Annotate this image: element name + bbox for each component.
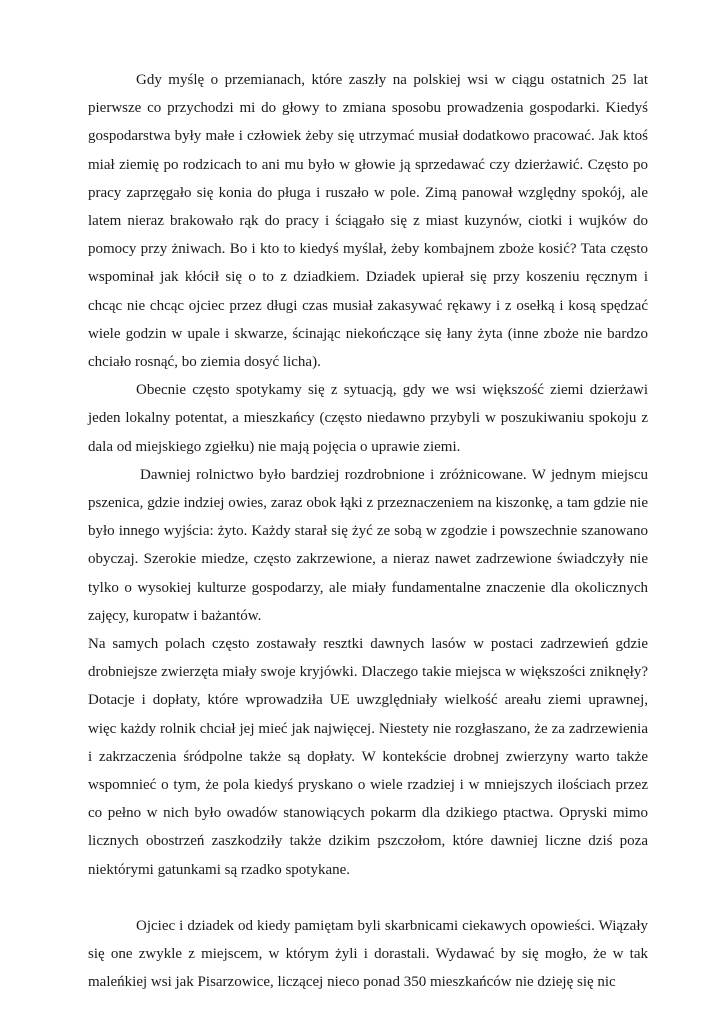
paragraph-3: Dawniej rolnictwo było bardziej rozdrobnione i zróżnicowane. W jednym miejscu pszenica, gdzie indziej owies, zaraz obok łąki z przeznaczeniem na kiszonkę, a tam gdzie nie było innego wyjścia: żyto. Każdy starał się żyć ze sobą w zgodzie i powszechnie szanowano obyczaj. Szerokie miedze, często zakrzewione, a nieraz nawet zadrzewione świadczyły nie tylko o wysokiej kulturze gospodarzy, ale miały fundamentalne znaczenie dla okolicznych zajęcy, kuropatw i bażantów. [88,466,648,624]
paragraph-4: Na samych polach często zostawały resztki dawnych lasów w postaci zadrzewień gdzie drobniejsze zwierzęta miały swoje kryjówki. Dlaczego takie miejsca w większości zniknęły? Dotacje i dopłaty, które wprowadziła UE uwzględniały wielkość areału ziemi uprawnej, więc każdy rolnik chciał jej mieć jak najwięcej. Niestety nie rozgłaszano, że za zadrzewienia i zakrzaczenia śródpolne także są dopłaty. W kontekście drobnej zwierzyny warto także wspomnieć o tym, że pola kiedyś pryskano o wiele rzadziej i w mniejszych ilościach przez co pełno w nich było owadów stanowiących pokarm dla dzikiego ptactwa. Opryski mimo licznych obostrzeń zaszkodziły także dzikim pszczołom, które dawniej liczne dziś poza niektórymi gatunkami są rzadko spotykane. [88,636,648,878]
paragraph-2: Obecnie często spotykamy się z sytuacją, gdy we wsi większość ziemi dzierżawi jeden lokalny potentat, a mieszkańcy (często niedawno przybyli w poszukiwaniu spokoju z dala od miejskiego zgiełku) nie mają pojęcia o uprawie ziemi. [88,382,648,455]
paragraph-5: Ojciec i dziadek od kiedy pamiętam byli skarbnicami ciekawych opowieści. Wiązały się one zwykle z miejscem, w którym żyli i dorastali. Wydawać by się mogło, że w tak maleńkiej wsi jak Pisarzowice, liczącej nieco ponad 350 mieszkańców nie dzieję się nic [88,917,648,991]
document-page [88,66,648,997]
paragraph-1: Gdy myślę o przemianach, które zaszły na polskiej wsi w ciągu ostatnich 25 lat pierwsze co przychodzi mi do głowy to zmiana sposobu prowadzenia gospodarki. Kiedyś gospodarstwa były małe i człowiek żeby się utrzymać musiał dodatkowo pracować. Jak ktoś miał ziemię po rodzicach to ani mu było w głowie ją sprzedawać czy dzierżawić. Często po pracy zaprzęgało się konia do pługa i ruszało w pole. Zimą panował względny spokój, ale latem nieraz brakowało rąk do pracy i ściągało się z miast kuzynów, ciotki i wujków do pomocy przy żniwach. Bo i kto to kiedyś myślał, żeby kombajnem zboże kosić? Tata często wspominał jak kłócił się o to z dziadkiem. Dziadek upierał się przy koszeniu ręcznym i chcąc nie chcąc ojciec przez długi czas musiał zakasywać rękawy i z osełką i kosą spędzać wiele godzin w upale i skwarze, ścinając niekończące się łany żyta (inne zboże nie bardzo chciało rosnąć, bo ziemia dosyć licha). [88,72,648,371]
